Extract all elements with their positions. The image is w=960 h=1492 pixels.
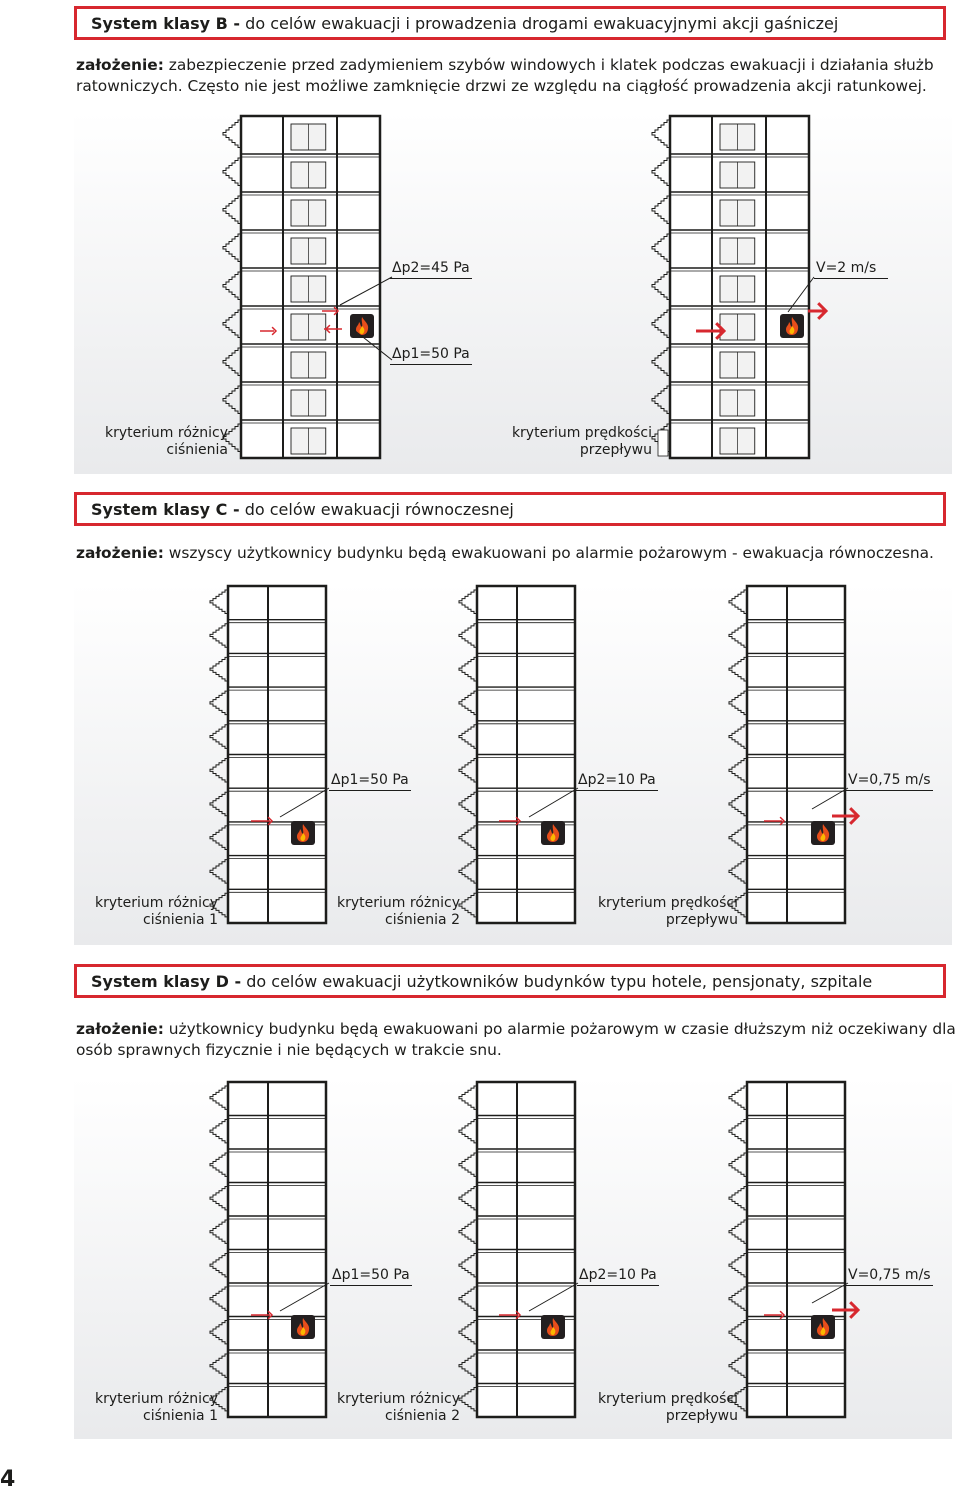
label-c-criterion-2-line1: kryterium różnicy [337,895,460,911]
fire-icon [811,821,835,845]
label-criterion-flow-line1: kryterium prędkości [511,425,652,441]
label-c-criterion-1-line1: kryterium różnicy [95,895,218,911]
label-d-criterion-1-line2: ciśnienia 1 [143,1408,218,1424]
section-b-title: System klasy B - [91,13,241,33]
section-c-assume-text: wszyscy użytkownicy budynku będą ewakuowani po alarmie pożarowym - ewakuacja równoczesna. [163,544,934,562]
section-d-diagram [74,1077,952,1439]
label-d-criterion-1 [84,1391,218,1425]
section-d-assume-label: założenie: [76,1020,164,1038]
label-c-velocity: V=0,75 m/s [846,772,933,791]
label-d-dp1: Δp1=50 Pa [330,1267,412,1286]
label-criterion-pressure [94,425,228,459]
label-d-criterion-1-line1: kryterium różnicy [95,1391,218,1407]
label-d-criterion-2 [326,1391,460,1425]
label-criterion-flow [504,425,652,459]
label-criterion-pressure-line2: ciśnienia [166,442,228,458]
fire-icon [350,314,374,338]
label-dp1: Δp1=50 Pa [390,346,472,365]
section-b-figure [74,112,952,474]
label-criterion-pressure-line1: kryterium różnicy [105,425,228,441]
fire-icon [780,314,804,338]
label-c-criterion-1-line2: ciśnienia 1 [143,912,218,928]
label-c-criterion-2-line2: ciśnienia 2 [385,912,460,928]
section-b-header [74,6,946,40]
section-b-assume-text: zabezpieczenie przed zadymieniem szybów windowych i klatek podczas ewakuacji i działania służb ratowniczych. Często nie jest możliwe zamknięcie drzwi ze względu na ciągłość prowadzenia akcji ratunkowej. [76,56,934,95]
section-c-figure [74,583,952,945]
label-d-velocity: V=0,75 m/s [846,1267,933,1286]
section-d-title: System klasy D - [91,971,242,991]
fire-icon [291,821,315,845]
section-c-assume-label: założenie: [76,544,164,562]
section-b-diagram [74,112,952,474]
section-d-assumption [76,1019,956,1061]
criterion-box [658,430,668,456]
section-c-assumption [76,543,956,564]
label-c-dp2: Δp2=10 Pa [576,772,658,791]
section-d-header [74,964,946,998]
label-d-criterion-3-line1: kryterium prędkości [597,1391,738,1407]
section-c-title: System klasy C - [91,499,240,519]
label-dp2: Δp2=45 Pa [390,260,472,279]
label-c-criterion-3-line2: przepływu [665,912,738,928]
page-number: 4 [0,1467,16,1492]
label-c-dp1: Δp1=50 Pa [329,772,411,791]
section-c-subtitle: do celów ewakuacji równoczesnej [239,499,514,519]
fire-icon [541,1315,565,1339]
section-b-subtitle: do celów ewakuacji i prowadzenia drogami ewakuacyjnymi akcji gaśniczej [240,13,839,33]
section-d-assume-text: użytkownicy budynku będą ewakuowani po alarmie pożarowym w czasie dłuższym niż oczekiwany dla osób sprawnych fizycznie i nie będących w trakcie snu. [76,1020,956,1059]
label-c-criterion-3 [590,895,738,929]
section-d-figure [74,1077,952,1439]
section-c-diagram [74,583,952,945]
label-velocity: V=2 m/s [814,260,888,279]
fire-icon [541,821,565,845]
section-b-assume-label: założenie: [76,56,164,74]
label-c-criterion-3-line1: kryterium prędkości [597,895,738,911]
section-d-subtitle: do celów ewakuacji użytkowników budynków typu hotele, pensjonaty, szpitale [241,971,873,991]
label-d-criterion-2-line2: ciśnienia 2 [385,1408,460,1424]
label-d-criterion-3 [590,1391,738,1425]
section-c-header [74,492,946,526]
label-d-criterion-2-line1: kryterium różnicy [337,1391,460,1407]
label-criterion-flow-line2: przepływu [579,442,652,458]
section-b-assumption [76,55,956,97]
fire-icon [811,1315,835,1339]
fire-icon [291,1315,315,1339]
label-c-criterion-1 [84,895,218,929]
figure-background [74,112,952,474]
label-d-dp2: Δp2=10 Pa [577,1267,659,1286]
label-c-criterion-2 [326,895,460,929]
label-d-criterion-3-line2: przepływu [665,1408,738,1424]
